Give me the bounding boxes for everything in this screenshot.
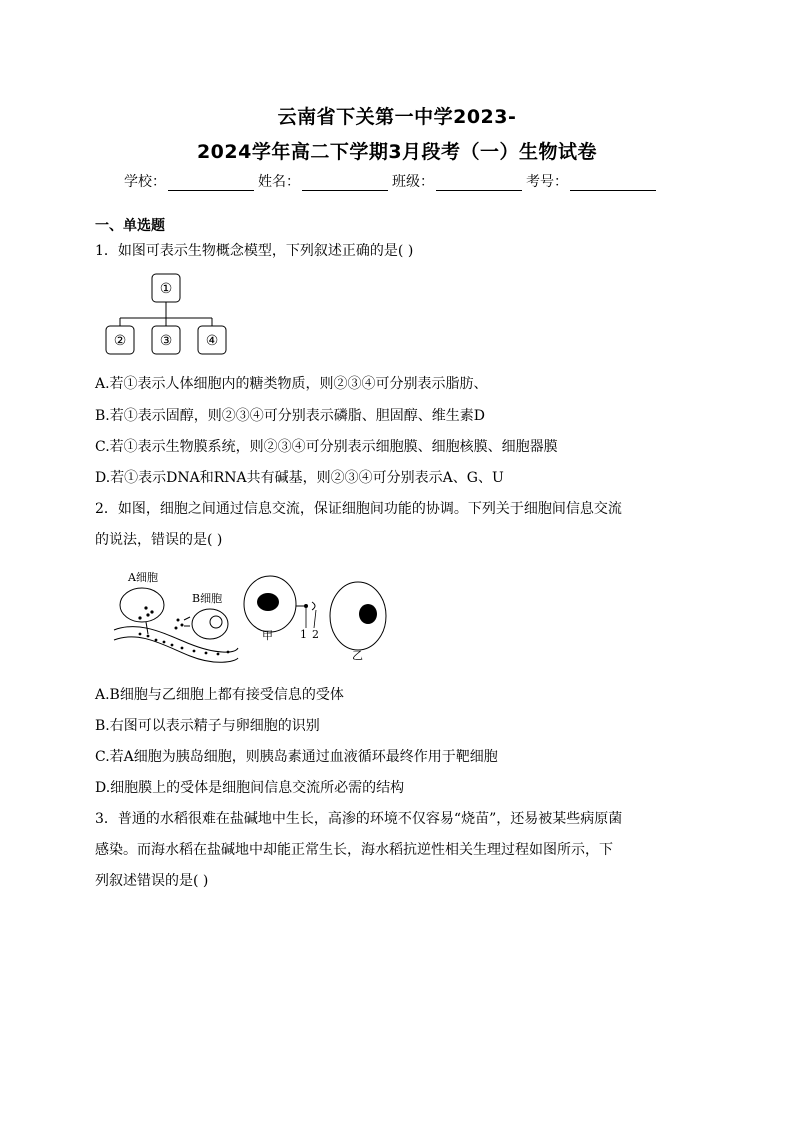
node-1-label: ① bbox=[159, 281, 173, 297]
cell-jia-nucleus bbox=[257, 593, 279, 611]
exam-no-label: 考号： bbox=[526, 174, 568, 190]
q2-option-a: A.B细胞与乙细胞上都有接受信息的受体 bbox=[95, 687, 344, 703]
section-title: 一、单选题 bbox=[95, 218, 165, 234]
q3-stem-line1: 3．普通的水稻很难在盐碱地中生长，高渗的环境不仅容易“烧苗”，还易被某些病原菌 bbox=[95, 811, 623, 827]
q2-option-d: D.细胞膜上的受体是细胞间信息交流所必需的结构 bbox=[95, 780, 405, 796]
q2-option-c: C.若A细胞为胰岛细胞，则胰岛素通过血液循环最终作用于靶细胞 bbox=[95, 749, 498, 765]
q1-concept-diagram bbox=[100, 272, 240, 358]
cell-yi-label: 乙 bbox=[352, 649, 363, 662]
cell-b-label: B细胞 bbox=[192, 592, 223, 605]
school-blank bbox=[168, 176, 254, 191]
q2-stem-line2: 的说法，错误的是( ) bbox=[95, 532, 223, 548]
mark-1-label: 1 bbox=[300, 628, 307, 641]
name-label: 姓名： bbox=[258, 174, 300, 190]
q2-cell-communication-diagram bbox=[110, 568, 390, 664]
school-label: 学校： bbox=[124, 174, 166, 190]
cell-yi-nucleus bbox=[359, 604, 377, 624]
q1-option-d: D.若①表示DNA和RNA共有碱基，则②③④可分别表示A、G、U bbox=[95, 470, 504, 486]
class-blank bbox=[436, 176, 522, 191]
cell-a-shape bbox=[120, 588, 164, 622]
cell-a-label: A细胞 bbox=[128, 571, 158, 584]
q3-stem-line3: 列叙述错误的是( ) bbox=[95, 873, 209, 889]
node-2-label: ② bbox=[113, 333, 127, 349]
exam-no-blank bbox=[570, 176, 656, 191]
name-blank bbox=[302, 176, 388, 191]
node-3-label: ③ bbox=[159, 333, 173, 349]
class-label: 班级： bbox=[392, 174, 434, 190]
q1-stem: 1．如图可表示生物概念模型，下列叙述正确的是( ) bbox=[95, 243, 414, 259]
q3-stem-line2: 感染。而海水稻在盐碱地中却能正常生长，海水稻抗逆性相关生理过程如图所示，下 bbox=[95, 842, 613, 858]
mark-2-label: 2 bbox=[312, 628, 319, 641]
q2-option-b: B.右图可以表示精子与卵细胞的识别 bbox=[95, 718, 320, 734]
q1-option-c: C.若①表示生物膜系统，则②③④可分别表示细胞膜、细胞核膜、细胞器膜 bbox=[95, 439, 558, 455]
q2-stem-line1: 2．如图，细胞之间通过信息交流，保证细胞间功能的协调。下列关于细胞间信息交流 bbox=[95, 501, 622, 517]
node-4-label: ④ bbox=[205, 333, 219, 349]
q1-option-a: A.若①表示人体细胞内的糖类物质，则②③④可分别表示脂肪、 bbox=[95, 376, 488, 392]
student-info-row bbox=[124, 171, 660, 191]
cell-yi-shape bbox=[330, 582, 386, 650]
cell-jia-label: 甲 bbox=[262, 629, 273, 642]
page-title-line2: 2024学年高二下学期3月段考（一）生物试卷 bbox=[196, 141, 598, 163]
page-title-line1: 云南省下关第一中学2023- bbox=[277, 106, 517, 128]
q1-option-b: B.若①表示固醇，则②③④可分别表示磷脂、胆固醇、维生素D bbox=[95, 408, 485, 424]
